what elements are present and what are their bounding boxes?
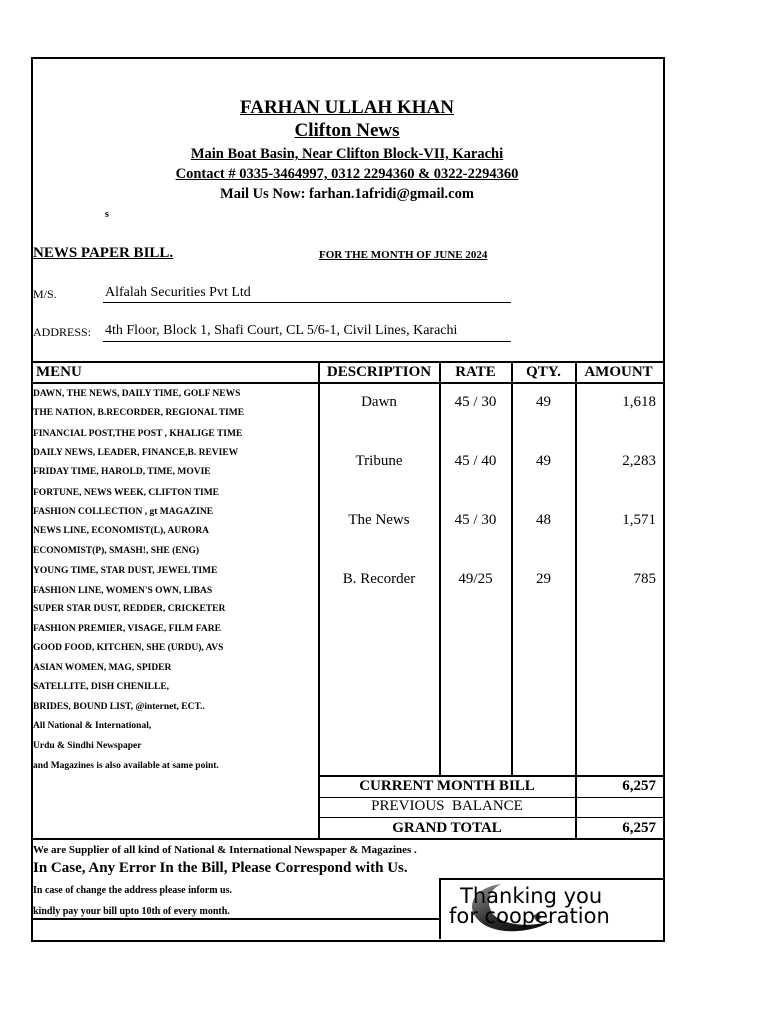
menu-item: BRIDES, BOUND LIST, @internet, ECT..: [33, 702, 205, 712]
thanks-line-2: for cooperation: [449, 904, 610, 928]
business-name: Clifton News: [294, 120, 400, 141]
footer-bottom-rule: [31, 918, 440, 920]
menu-item: YOUNG TIME, STAR DUST, JEWEL TIME: [33, 566, 218, 576]
ms-label: M/S.: [33, 287, 57, 301]
col-divider-qty: [511, 361, 513, 775]
row-description: Dawn: [361, 394, 397, 410]
payment-note: kindly pay your bill upto 10th of every month.: [33, 906, 230, 917]
col-divider-amount: [575, 361, 577, 839]
row-rate: 45 / 30: [454, 394, 497, 410]
ms-value: Alfalah Securities Pvt Ltd: [105, 285, 251, 300]
row-qty: 48: [536, 512, 551, 528]
grand-total-label: GRAND TOTAL: [392, 820, 502, 836]
menu-header: MENU: [36, 364, 82, 380]
menu-item: FASHION LINE, WOMEN'S OWN, LIBAS: [33, 586, 213, 596]
row-amount: 785: [633, 571, 656, 587]
owner-name: FARHAN ULLAH KHAN: [240, 97, 454, 118]
row-description: Tribune: [355, 453, 403, 469]
menu-item: and Magazines is also available at same point.: [33, 761, 219, 771]
row-qty: 49: [536, 394, 551, 410]
supplier-note: We are Supplier of all kind of National & International Newspaper & Magazines .: [33, 844, 417, 856]
row-rate: 45 / 30: [454, 512, 497, 528]
row-description: B. Recorder: [342, 571, 416, 587]
rate-header: RATE: [455, 364, 496, 380]
qty-header: QTY.: [526, 364, 561, 380]
address-value: 4th Floor, Block 1, Shafi Court, CL 5/6-1, Civil Lines, Karachi: [105, 323, 458, 338]
menu-item: GOOD FOOD, KITCHEN, SHE (URDU), AVS: [33, 643, 224, 653]
menu-item: FORTUNE, NEWS WEEK, CLIFTON TIME: [33, 488, 220, 498]
totals-top-rule: [318, 775, 663, 777]
row-amount: 1,618: [622, 394, 656, 410]
row-description: The News: [348, 512, 410, 528]
table-header-rule: [31, 382, 663, 384]
totals-rule-2: [318, 817, 663, 818]
error-note: In Case, Any Error In the Bill, Please Correspond with Us.: [33, 860, 408, 876]
menu-item: DAWN, THE NEWS, DAILY TIME, GOLF NEWS: [33, 389, 241, 399]
menu-item: DAILY NEWS, LEADER, FINANCE,B. REVIEW: [33, 448, 239, 458]
current-bill-value: 6,257: [622, 778, 656, 794]
menu-item: SUPER STAR DUST, REDDER, CRICKETER: [33, 604, 226, 614]
thanks-line-1: Thanking you: [460, 884, 603, 908]
thanks-graphic: [441, 880, 661, 937]
previous-balance-label: PREVIOUS BALANCE: [371, 798, 523, 814]
ms-underline: [103, 302, 511, 303]
mail-line: Mail Us Now: farhan.1afridi@gmail.com: [220, 186, 474, 202]
row-qty: 49: [536, 453, 551, 469]
contact-line: Contact # 0335-3464997, 0312 2294360 & 0322-2294360: [175, 166, 519, 182]
row-amount: 2,283: [622, 453, 656, 469]
address-change-note: In case of change the address please inform us.: [33, 885, 232, 896]
amount-header: AMOUNT: [584, 364, 653, 380]
business-address: Main Boat Basin, Near Clifton Block-VII, Karachi: [190, 146, 504, 162]
row-rate: 45 / 40: [454, 453, 497, 469]
menu-item: All National & International,: [33, 721, 152, 731]
col-divider-rate: [439, 361, 441, 775]
row-rate: 49/25: [458, 571, 493, 587]
menu-item: NEWS LINE, ECONOMIST(L), AURORA: [33, 526, 210, 536]
menu-item: ECONOMIST(P), SMASH!, SHE (ENG): [33, 546, 199, 556]
description-header: DESCRIPTION: [326, 364, 432, 380]
menu-item: Urdu & Sindhi Newspaper: [33, 741, 142, 751]
menu-item: SATELLITE, DISH CHENILLE,: [33, 682, 170, 692]
address-underline: [103, 341, 511, 342]
bill-title: NEWS PAPER BILL.: [33, 245, 174, 261]
current-bill-label: CURRENT MONTH BILL: [359, 778, 535, 794]
menu-item: FASHION COLLECTION , gt MAGAZINE: [33, 507, 214, 517]
menu-item: FRIDAY TIME, HAROLD, TIME, MOVIE: [33, 467, 211, 477]
bill-month: FOR THE MONTH OF JUNE 2024: [319, 249, 488, 261]
table-top-rule: [31, 361, 663, 363]
col-divider-description: [318, 361, 320, 839]
menu-item: FINANCIAL POST,THE POST , KHALIGE TIME: [33, 429, 243, 439]
address-label: ADDRESS:: [33, 325, 92, 339]
grand-total-value: 6,257: [622, 820, 656, 836]
row-amount: 1,571: [622, 512, 656, 528]
menu-item: THE NATION, B.RECORDER, REGIONAL TIME: [33, 408, 245, 418]
totals-bottom-rule: [31, 838, 663, 840]
row-qty: 29: [536, 571, 551, 587]
menu-item: FASHION PREMIER, VISAGE, FILM FARE: [33, 624, 221, 634]
menu-item: ASIAN WOMEN, MAG, SPIDER: [33, 663, 172, 673]
stray-mark: s: [105, 209, 109, 220]
